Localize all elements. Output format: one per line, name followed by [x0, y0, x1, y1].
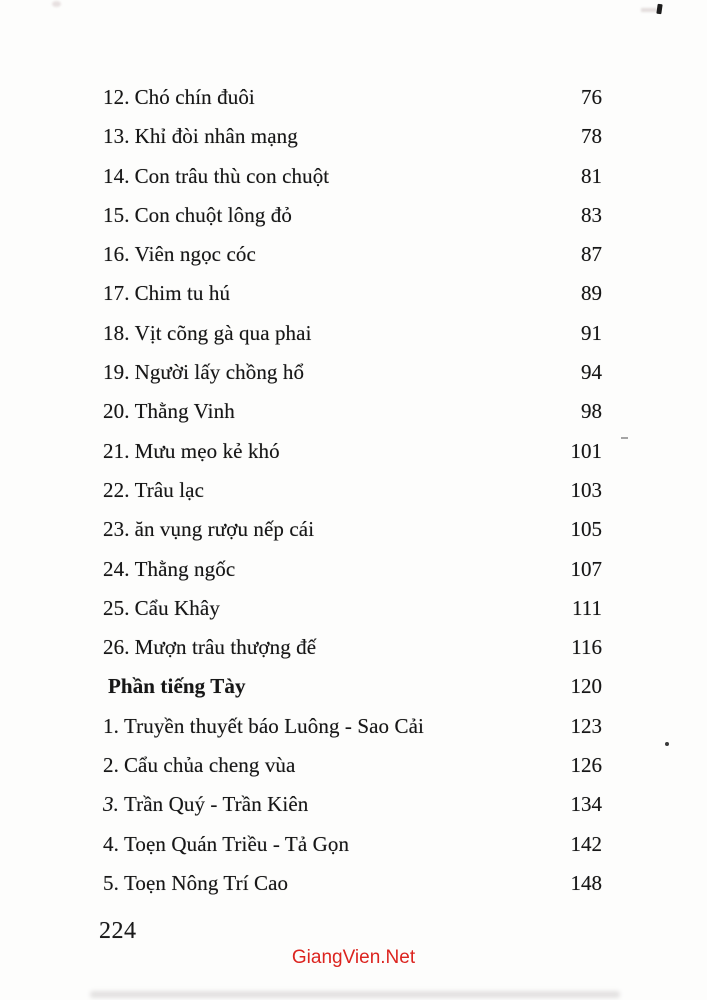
toc-entry-number: 25.	[103, 595, 130, 620]
scan-smear	[641, 8, 657, 12]
toc-row	[103, 84, 602, 123]
toc-entry-number: 23.	[103, 517, 130, 542]
toc-row	[103, 123, 602, 162]
toc-row	[103, 280, 602, 319]
toc-entry-title: Khỉ đòi nhân mạng	[134, 124, 298, 149]
toc-entry-number: 26.	[103, 635, 130, 660]
toc-entry-title: Toẹn Nông Trí Cao	[123, 870, 289, 895]
toc-row	[103, 398, 602, 437]
toc-entry-page: 126	[570, 753, 602, 778]
toc-entry-page: 87	[581, 242, 602, 267]
toc-entry-number: 5.	[103, 870, 119, 895]
toc-entry-page: 94	[581, 360, 602, 385]
page-number: 224	[99, 918, 137, 944]
toc-entry-page: 81	[581, 163, 602, 188]
toc-entry-number: 19.	[103, 360, 130, 385]
toc-row	[103, 713, 602, 752]
toc-row	[103, 831, 602, 870]
toc-entry-title: Trâu lạc	[134, 477, 204, 502]
toc-entry-title: Phần tiếng Tày	[108, 674, 246, 699]
toc-entry-title: Vịt cõng gà qua phai	[134, 320, 312, 345]
toc-entry-number: 20.	[103, 399, 130, 424]
toc-row	[103, 241, 602, 280]
toc-entry-title: Mượn trâu thượng đế	[134, 635, 317, 660]
toc-row	[103, 359, 602, 398]
toc-list	[103, 84, 602, 909]
toc-entry-title: Trần Quý - Trần Kiên	[123, 792, 309, 817]
toc-entry-number: 3.	[103, 792, 119, 817]
toc-entry-page: 78	[581, 124, 602, 149]
toc-row	[103, 595, 602, 634]
toc-entry-title: Thằng Vinh	[134, 399, 235, 424]
toc-row	[103, 870, 602, 909]
toc-row	[103, 634, 602, 673]
toc-entry-number: 24.	[103, 556, 130, 581]
toc-entry-number: 2.	[103, 753, 119, 778]
toc-entry-number: 4.	[103, 831, 119, 856]
toc-entry-page: 111	[572, 595, 602, 620]
toc-entry-number: 17.	[103, 281, 130, 306]
toc-entry-title: Con chuột lông đỏ	[134, 202, 293, 227]
toc-entry-title: Cẩu Khây	[134, 595, 220, 620]
toc-entry-page: 120	[570, 674, 602, 699]
toc-entry-number: 13.	[103, 124, 130, 149]
toc-entry-title: Viên ngọc cóc	[134, 242, 256, 267]
toc-entry-number: 18.	[103, 320, 130, 345]
toc-entry-page: 105	[570, 517, 602, 542]
toc-entry-page: 123	[570, 713, 602, 738]
toc-row	[103, 673, 602, 712]
toc-row	[103, 752, 602, 791]
toc-entry-page: 116	[571, 635, 602, 660]
toc-entry-page: 148	[570, 870, 602, 895]
toc-row	[103, 477, 602, 516]
scan-speck	[656, 4, 662, 15]
toc-entry-title: Người lấy chồng hổ	[134, 360, 305, 385]
toc-row	[103, 791, 602, 830]
toc-entry-page: 76	[581, 85, 602, 109]
toc-entry-number: 16.	[103, 242, 130, 267]
toc-entry-page: 89	[581, 281, 602, 306]
toc-entry-page: 98	[581, 399, 602, 424]
toc-entry-page: 101	[570, 438, 602, 463]
toc-row	[103, 556, 602, 595]
toc-entry-page: 134	[570, 792, 602, 817]
toc-entry-title: Chim tu hú	[134, 281, 231, 306]
toc-entry-number: 12.	[103, 85, 130, 109]
toc-entry-number: 14.	[103, 163, 130, 188]
scan-shadow-bar	[90, 991, 620, 998]
toc-entry-title: Cẩu chủa cheng vùa	[123, 753, 296, 778]
toc-entry-page: 107	[570, 556, 602, 581]
scan-speck	[52, 1, 61, 7]
toc-entry-title: Chó chín đuôi	[134, 85, 255, 109]
toc-entry-title: Truyền thuyết báo Luông - Sao Cải	[123, 713, 424, 738]
toc-row	[103, 163, 602, 202]
toc-entry-number: 15.	[103, 202, 130, 227]
toc-entry-number: 1.	[103, 713, 119, 738]
toc-entry-title: ăn vụng rượu nếp cái	[134, 517, 315, 542]
toc-entry-page: 83	[581, 202, 602, 227]
toc-entry-page: 142	[570, 831, 602, 856]
toc-entry-title: Toẹn Quán Triều - Tả Gọn	[123, 831, 350, 856]
toc-row	[103, 438, 602, 477]
toc-entry-title: Mưu mẹo kẻ khó	[134, 438, 280, 463]
toc-entry-number: 22.	[103, 477, 130, 502]
toc-entry-page: 91	[581, 320, 602, 345]
scan-speck	[665, 742, 669, 746]
scan-speck	[621, 437, 628, 439]
toc-entry-page: 103	[570, 477, 602, 502]
toc-row	[103, 202, 602, 241]
toc-entry-title: Thằng ngốc	[134, 556, 236, 581]
toc-row	[103, 516, 602, 555]
toc-entry-number: 21.	[103, 438, 130, 463]
toc-entry-title: Con trâu thù con chuột	[134, 163, 330, 188]
watermark-text: GiangVien.Net	[291, 947, 416, 968]
toc-row	[103, 320, 602, 359]
